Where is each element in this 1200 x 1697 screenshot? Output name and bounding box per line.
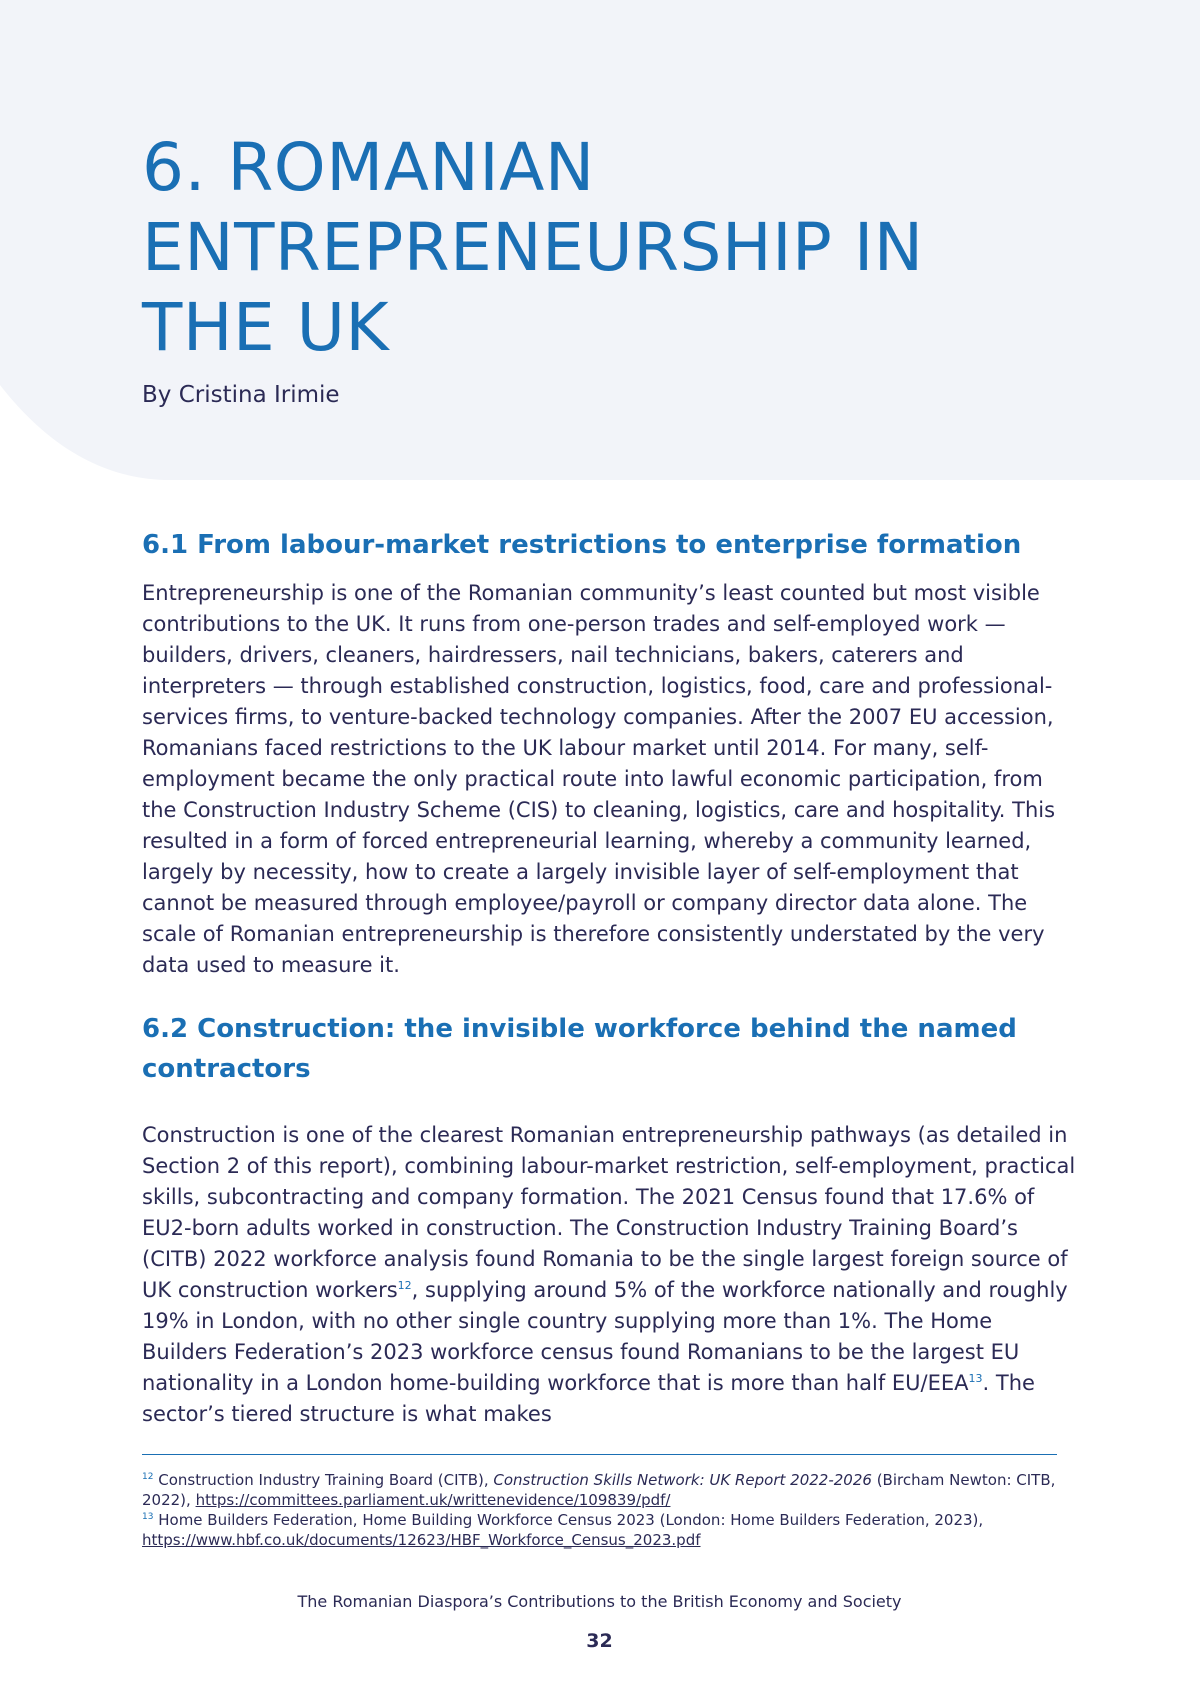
section-6-1-paragraph: Entrepreneurship is one of the Romanian community’s least counted but most visible contributions to the UK. It runs from one-person trades and self-employed work — builders, drivers, cleaners, hairdressers, nail technicians, bakers, caterers and interpreters — through established construction, logistics, food, care and professional-services firms, to venture-backed technology companies. After the 2007 EU accession, Romanians faced restrictions to the UK labour market until 2014. For many, self-employment became the only practical route into lawful economic participation, from the Construction Industry Scheme (CIS) to cleaning, logistics, care and hospitality. This resulted in a form of forced entrepreneurial learning, whereby a community learned, largely by necessity, how to create a largely invisible layer of self-employment that cannot be measured through employee/payroll or company director data alone. The scale of Romanian entrepreneurship is therefore consistently understated by the very data used to measure it. — [142, 581, 1056, 977]
chapter-title-line: ENTREPRENEURSHIP IN — [142, 209, 924, 286]
footnotes — [142, 1470, 1062, 1550]
footnote-13 — [142, 1510, 1062, 1550]
section-heading-line: contractors — [142, 1054, 311, 1084]
footnote-ref-13[interactable]: 13 — [968, 1372, 983, 1385]
paragraph-text: Construction is one of the clearest Romanian entrepreneurship pathways (as detailed in Section 2 of this report), combining labour-market restriction, self-employment, practical skills, subcontracting and company formation. The 2021 Census found that 17.6% of EU2-born adults worked in construction. The Construction Industry Training Board’s (CITB) 2022 workforce analysis found Romania to be the single largest foreign source of UK construction workers — [142, 1123, 1076, 1302]
chapter-title — [142, 128, 1042, 368]
paragraph-text: , supplying around 5% of the workforce nationally and roughly 19% in London, with no other single country supplying more than 1%. The Home Builders Federation’s 2023 workforce census found Romanians to be the largest EU nationality in a London home-building workforce that is more than half EU/EEA — [142, 1278, 1068, 1395]
publication-title-footer: The Romanian Diaspora’s Contributions to the British Economy and Society — [297, 1592, 902, 1611]
footnote-number: 12 — [142, 1472, 154, 1482]
footnote-link[interactable]: https://www.hbf.co.uk/documents/12623/HBF_Workforce_Census_2023.pdf — [142, 1531, 701, 1549]
footnote-text: Home Builders Federation, Home Building Workforce Census 2023 (London: Home Builders Federation, 2023), — [158, 1511, 984, 1529]
author-byline: By Cristina Irimie — [142, 382, 340, 408]
page-number: 32 — [586, 1630, 613, 1652]
footnote-number: 13 — [142, 1512, 154, 1522]
footnote-text: Construction Industry Training Board (CITB), — [158, 1471, 494, 1489]
footnote-divider — [142, 1454, 1057, 1455]
footnote-link[interactable]: https://committees.parliament.uk/writtenevidence/109839/pdf/ — [195, 1491, 671, 1509]
footnote-12 — [142, 1470, 1062, 1510]
chapter-title-line: 6. ROMANIAN — [142, 129, 595, 206]
footnote-text: (Bircham Newton: CITB, 2022), — [142, 1471, 1056, 1509]
section-heading-6-1: 6.1 From labour-market restrictions to enterprise formation — [142, 530, 1022, 560]
footnote-source-title: Construction Skills Network: UK Report 2022-2026 — [493, 1471, 872, 1489]
section-heading-6-2 — [142, 1009, 1042, 1089]
chapter-title-line: THE UK — [142, 289, 390, 366]
section-heading-line: 6.2 Construction: the invisible workforce behind the named — [142, 1014, 1017, 1044]
footnote-ref-12[interactable]: 12 — [397, 1279, 412, 1292]
section-6-2-paragraph — [142, 1120, 1082, 1430]
paragraph-text: . The sector’s tiered structure is what makes — [142, 1371, 1035, 1426]
